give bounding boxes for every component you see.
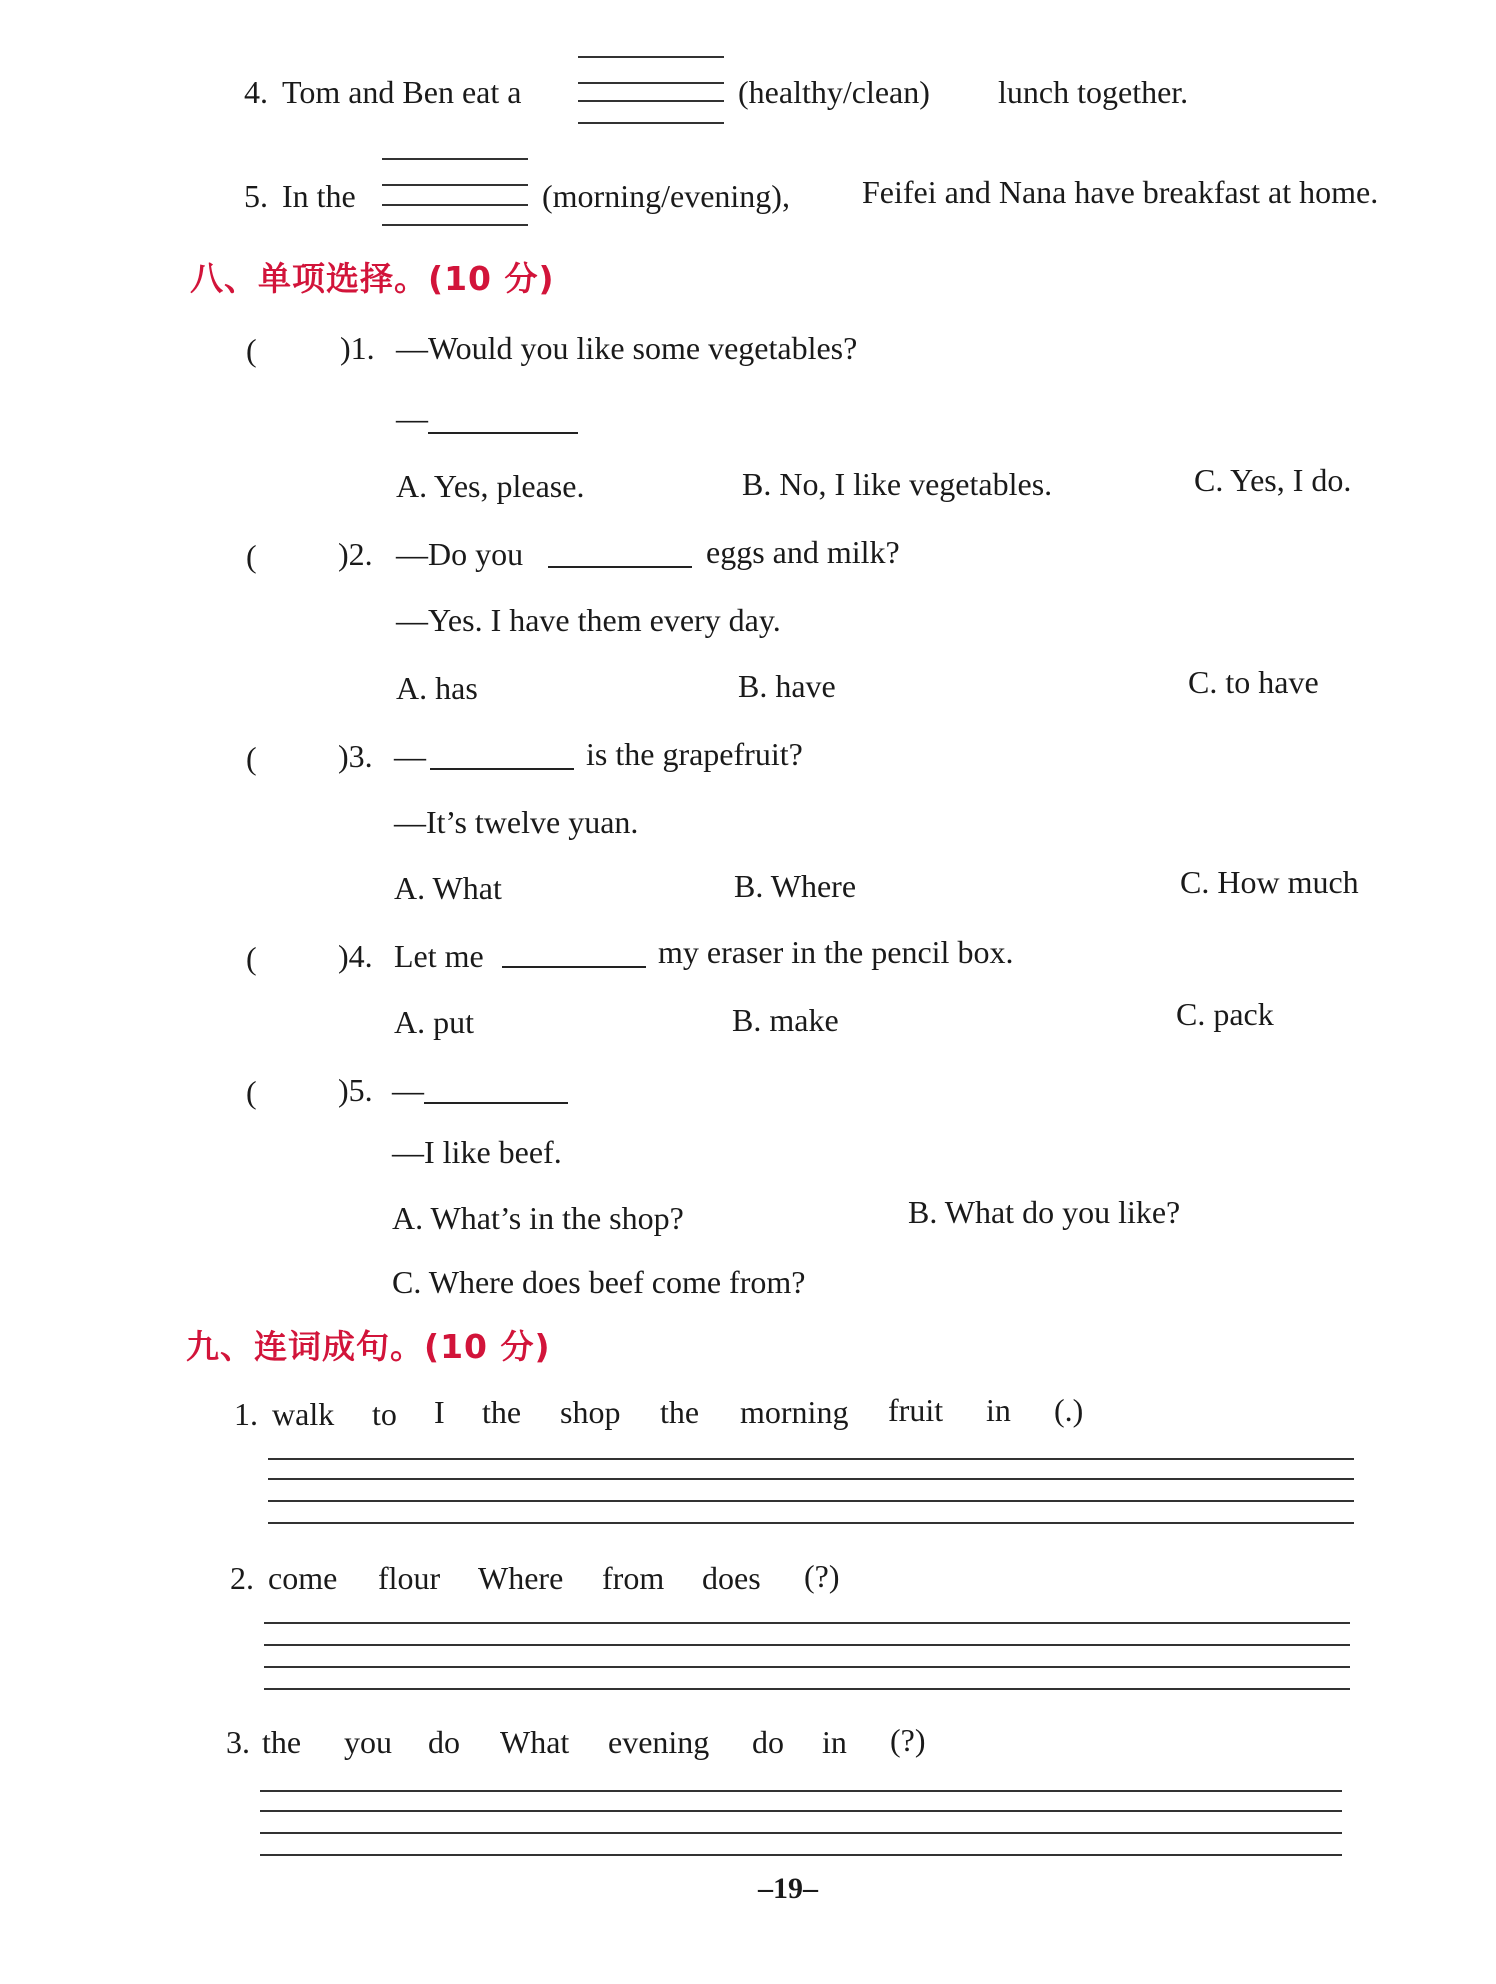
option-b[interactable]: B. make <box>732 1002 839 1038</box>
word: (?) <box>804 1558 840 1594</box>
question-stem: — <box>392 1072 424 1108</box>
option-a[interactable]: A. Yes, please. <box>396 468 585 504</box>
word: shop <box>560 1394 621 1430</box>
answer-paren-open: ( <box>246 940 257 976</box>
question-text-end: lunch together. <box>998 74 1189 110</box>
option-a[interactable]: A. put <box>394 1004 474 1040</box>
item-number: 1. <box>234 1396 258 1432</box>
word: you <box>344 1724 392 1760</box>
question-number[interactable]: )5. <box>338 1072 373 1108</box>
reply-text: —It’s twelve yuan. <box>394 804 639 840</box>
question-stem-end: eggs and milk? <box>706 534 900 570</box>
question-text: In the <box>282 178 356 214</box>
question-number: 4. <box>244 74 268 110</box>
answer-paren-open: ( <box>246 332 257 368</box>
section-8-title: 八、单项选择。(10 分) <box>190 259 555 298</box>
answer-blank[interactable] <box>424 1102 568 1104</box>
word: do <box>752 1724 784 1760</box>
word: walk <box>272 1396 335 1432</box>
question-stem-end: is the grapefruit? <box>586 736 803 772</box>
four-line-blank[interactable] <box>578 56 724 58</box>
word: fruit <box>888 1392 944 1428</box>
section-9-title: 九、连词成句。(10 分) <box>186 1327 551 1366</box>
question-number: 5. <box>244 178 268 214</box>
answer-blank[interactable] <box>548 566 692 568</box>
word-choices: (healthy/clean) <box>738 74 930 110</box>
reply-dash: — <box>396 400 428 436</box>
option-c[interactable]: C. Yes, I do. <box>1194 462 1352 498</box>
answer-blank[interactable] <box>430 768 574 770</box>
page-number: –19– <box>758 1872 818 1905</box>
word: the <box>660 1394 700 1430</box>
answer-writing-lines[interactable] <box>264 1622 1350 1624</box>
answer-paren-open: ( <box>246 538 257 574</box>
answer-writing-lines[interactable] <box>268 1458 1354 1460</box>
question-number[interactable]: )1. <box>340 330 375 366</box>
option-c[interactable]: C. How much <box>1180 864 1359 900</box>
word: (.) <box>1054 1392 1084 1428</box>
option-b[interactable]: B. No, I like vegetables. <box>742 466 1053 502</box>
word: to <box>372 1396 397 1432</box>
option-b[interactable]: B. have <box>738 668 836 704</box>
question-number[interactable]: )2. <box>338 536 373 572</box>
word: I <box>434 1394 445 1430</box>
answer-blank[interactable] <box>502 966 646 968</box>
four-line-blank[interactable] <box>382 158 528 160</box>
question-stem: — <box>394 738 426 774</box>
option-a[interactable]: A. What’s in the shop? <box>392 1200 684 1236</box>
reply-text: —Yes. I have them every day. <box>396 602 781 638</box>
word: Where <box>478 1560 564 1596</box>
reply-text: —I like beef. <box>392 1134 562 1170</box>
question-text: Tom and Ben eat a <box>282 74 522 110</box>
question-stem: —Do you <box>396 536 524 572</box>
question-number[interactable]: )3. <box>338 738 373 774</box>
word: evening <box>608 1724 710 1760</box>
question-stem: —Would you like some vegetables? <box>396 330 858 366</box>
question-text-end: Feifei and Nana have breakfast at home. <box>862 174 1379 210</box>
word: in <box>986 1392 1011 1428</box>
word: What <box>500 1724 570 1760</box>
word: in <box>822 1724 847 1760</box>
word: come <box>268 1560 338 1596</box>
question-number[interactable]: )4. <box>338 938 373 974</box>
option-c[interactable]: C. Where does beef come from? <box>392 1264 806 1300</box>
item-number: 3. <box>226 1724 250 1760</box>
option-b[interactable]: B. Where <box>734 868 857 904</box>
option-a[interactable]: A. What <box>394 870 502 906</box>
option-b[interactable]: B. What do you like? <box>908 1194 1181 1230</box>
answer-writing-lines[interactable] <box>260 1790 1342 1792</box>
word: flour <box>378 1560 441 1596</box>
answer-blank[interactable] <box>428 432 578 434</box>
word: the <box>262 1724 302 1760</box>
answer-paren-open: ( <box>246 740 257 776</box>
word: (?) <box>890 1722 926 1758</box>
answer-paren-open: ( <box>246 1074 257 1110</box>
word: morning <box>740 1394 849 1430</box>
word: does <box>702 1560 761 1596</box>
question-stem-end: my eraser in the pencil box. <box>658 934 1014 970</box>
question-stem: Let me <box>394 938 484 974</box>
option-c[interactable]: C. to have <box>1188 664 1319 700</box>
word: the <box>482 1394 522 1430</box>
option-c[interactable]: C. pack <box>1176 996 1274 1032</box>
item-number: 2. <box>230 1560 254 1596</box>
option-a[interactable]: A. has <box>396 670 478 706</box>
word: from <box>602 1560 665 1596</box>
word: do <box>428 1724 460 1760</box>
word-choices: (morning/evening), <box>542 178 790 214</box>
